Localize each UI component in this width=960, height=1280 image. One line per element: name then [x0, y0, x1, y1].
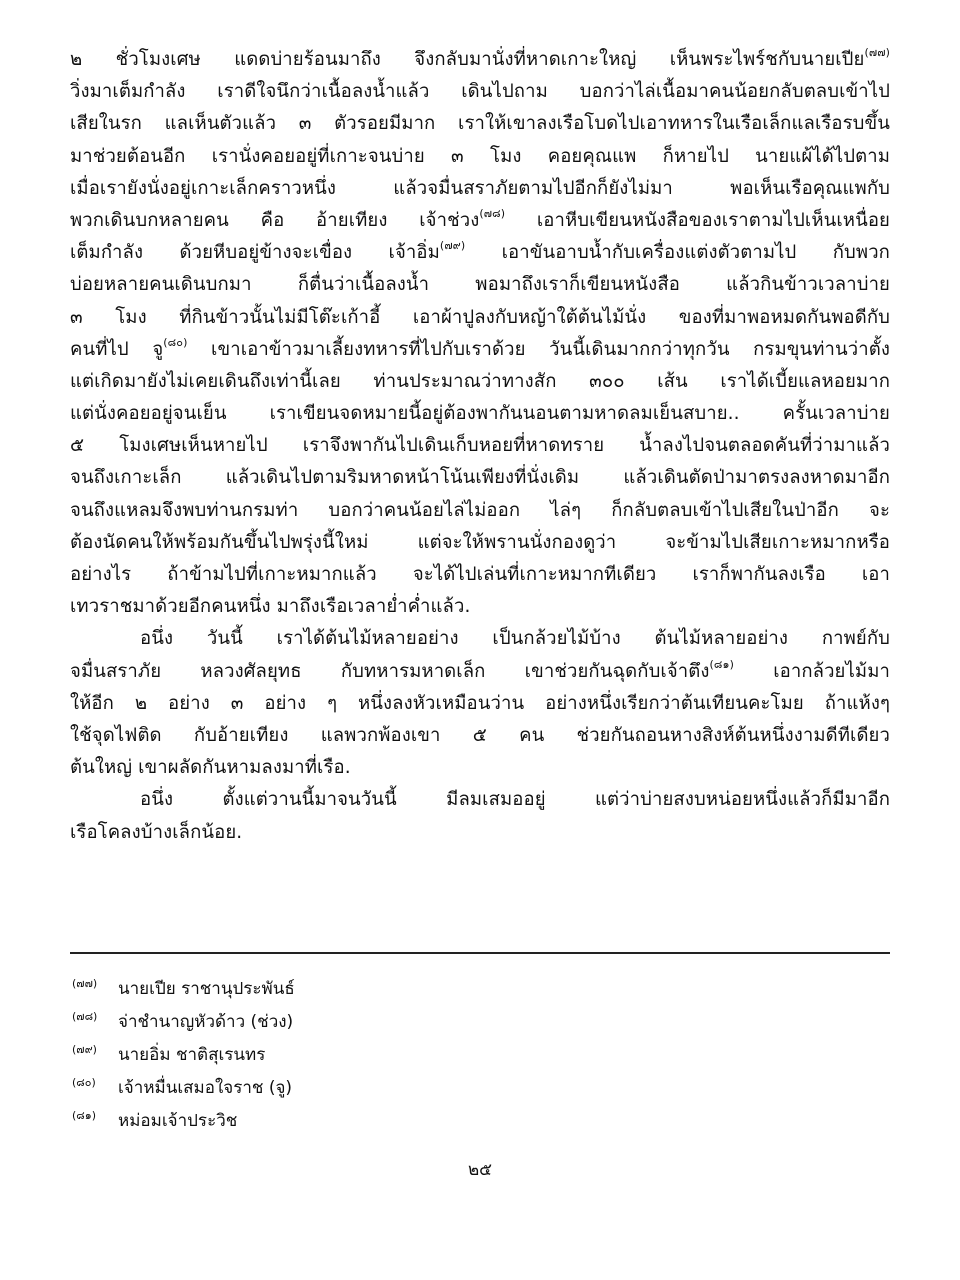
text-segment: บ่อยหลายคนเดินบกมา ก็ตื่นว่าเนื้อลงน้ำ พอมาถึงเราก็เขียนหนังสือ แล้วกินข้าวเวลาบ่าย	[70, 274, 890, 296]
text-segment: เรือโคลงบ้างเล็กน้อย.	[70, 821, 243, 843]
text-line	[70, 784, 890, 816]
text-line	[70, 817, 890, 849]
text-segment: อย่างไร ถ้าข้ามไปที่เกาะหมากแล้ว จะได้ไปเล่นที่เกาะหมากทีเดียว เราก็พากันลงเรือ เอา	[70, 564, 890, 585]
footnote	[72, 1036, 572, 1069]
paragraph	[70, 784, 890, 848]
footnote	[72, 970, 572, 1003]
footnote	[72, 1069, 572, 1102]
footnote-reference: (๗๙)	[439, 239, 466, 253]
text-line	[70, 302, 890, 334]
text-line	[70, 205, 890, 237]
text-segment: แต่นั่งคอยอยู่จนเย็น เราเขียนจดหมายนี้อยู่ต้องพากันนอนตามหาดลมเย็นสบาย.. ครั้นเวลาบ่าย	[70, 403, 890, 425]
text-segment: เอากล้วยไม้มา	[733, 660, 890, 682]
text-segment: ๕ โมงเศษเห็นหายไป เราจึงพากันไปเดินเก็บหอยที่หาดทราย น้ำลงไปจนตลอดคันที่ว่ามาแล้ว	[70, 435, 890, 457]
text-line	[70, 720, 890, 752]
footnote-text: จ่าชำนาญหัวด้าว (ช่วง)	[118, 1012, 294, 1032]
text-segment: เทวราชมาด้วยอีกคนหนึ่ง มาถึงเรือเวลาย่ำค่ำแล้ว.	[70, 596, 471, 618]
text-line	[70, 559, 890, 591]
footnote	[72, 1102, 572, 1135]
text-segment: แต่เกิดมายังไม่เคยเดินถึงเท่านี้เลย ท่านประมาณว่าทางสัก ๓๐๐ เส้น เราได้เบี้ยแลหอยมาก	[70, 370, 890, 392]
text-line	[70, 430, 890, 462]
footnote-mark: (๘๑)	[72, 1109, 97, 1122]
text-line	[70, 76, 890, 108]
text-segment: ให้อีก ๒ อย่าง ๓ อย่าง ๆ หนึ่งลงหัวเหมือนว่าน อย่างหนึ่งเรียกว่าต้นเทียนคะโมย ถ้าแห้งๆ	[70, 692, 890, 714]
footnote-text: นายอิ่ม ชาติสุเรนทร	[118, 1045, 266, 1065]
footnote-mark: (๗๙)	[72, 1043, 97, 1056]
text-line	[70, 462, 890, 494]
text-segment: ใช้จุดไฟติด กับอ้ายเทียง แลพวกพ้องเขา ๕ คน ช่วยกันถอนหางสิงห์ต้นหนึ่งงามดีทีเดียว	[70, 724, 890, 746]
text-line	[70, 752, 890, 784]
paragraph	[70, 623, 890, 784]
text-segment: วิ่งมาเต็มกำลัง เราดีใจนึกว่าเนื้อลงน้ำแล้ว เดินไปถาม บอกว่าไล่เนื้อมาคนน้อยกลับตลบเข้าไป	[70, 81, 890, 103]
text-segment: จนถึงเกาะเล็ก แล้วเดินไปตามริมหาดหน้าโน้นเพียงที่นั่งเดิม แล้วเดินตัดป่ามาตรงลงหาดมาอีก	[70, 467, 890, 489]
footnote-text: นายเปีย ราชานุประพันธ์	[118, 979, 295, 999]
text-segment: เอาหีบเขียนหนังสือของเราตามไปเห็นเหนื่อย	[505, 209, 890, 231]
text-segment: คนที่ไป จู	[70, 338, 164, 360]
text-line	[70, 688, 890, 720]
page-number: ๒๕	[467, 1160, 493, 1180]
text-segment: ต้องนัดคนให้พร้อมกันขึ้นไปพรุ่งนี้ใหม่ แต่จะให้พรานนั่งกองดูว่า จะข้ามไปเสียเกาะหมากหรือ	[70, 531, 890, 553]
footnote-mark: (๘๐)	[72, 1076, 96, 1089]
text-line	[70, 366, 890, 398]
footnote-reference: (๗๘)	[479, 206, 506, 220]
text-line	[70, 269, 890, 301]
footnote-text: หม่อมเจ้าประวิช	[118, 1111, 238, 1131]
text-line	[70, 495, 890, 527]
text-line	[70, 141, 890, 173]
footnote-mark: (๗๘)	[72, 1010, 98, 1023]
footnotes	[72, 970, 572, 1135]
text-segment: พวกเดินบกหลายคน คือ อ้ายเทียง เจ้าช่วง	[70, 209, 480, 231]
text-line	[70, 527, 890, 559]
text-line	[70, 591, 890, 623]
text-segment: จมื่นสราภัย หลวงศัลยุทธ กับทหารมหาดเล็ก เขาช่วยกันฉุดกับเจ้าตึง	[70, 660, 710, 682]
footnote	[72, 1003, 572, 1036]
text-line	[70, 44, 890, 76]
text-segment: ๓ โมง ที่กินข้าวนั้นไม่มีโต๊ะเก้าอี้ เอาผ้าปูลงกับหญ้าใต้ต้นไม้นั่ง ของที่มาพอหมดกันพอดีกับ	[70, 306, 890, 328]
footnote-mark: (๗๗)	[72, 977, 98, 990]
text-segment: อนึ่ง วันนี้ เราได้ต้นไม้หลายอย่าง เป็นกล้วยไม้บ้าง ต้นไม้หลายอย่าง กาพย์กับ	[140, 628, 890, 650]
text-segment: ๒ ชั่วโมงเศษ แดดบ่ายร้อนมาถึง จึงกลับมานั่งที่หาดเกาะใหญ่ เห็นพระไพร์ชกับนายเปีย	[70, 49, 865, 70]
footnote-divider	[70, 952, 890, 954]
text-segment: เสียในรก แลเห็นตัวแล้ว ๓ ตัวรอยมีมาก เราให้เขาลงเรือโบดไปเอาทหารในเรือเล็กแลเรือรบขึ้น	[70, 113, 890, 135]
text-line	[70, 108, 890, 140]
text-line	[70, 237, 890, 269]
text-segment: เต็มกำลัง ด้วยหีบอยู่ข้างจะเขื่อง เจ้าอิ่ม	[70, 242, 440, 264]
text-segment: เขาเอาข้าวมาเลี้ยงทหารที่ไปกับเราด้วย วันนี้เดินมากกว่าทุกวัน กรมขุนท่านว่าตั้ง	[187, 338, 891, 360]
text-line	[70, 334, 890, 366]
text-segment: จนถึงแหลมจึงพบท่านกรมท่า บอกว่าคนน้อยไล่ไม่ออก ไล่ๆ ก็กลับตลบเข้าไปเสียในป่าอีก จะ	[70, 499, 890, 521]
text-segment: มาช่วยต้อนอีก เรานั่งคอยอยู่ที่เกาะจนบ่าย ๓ โมง คอยคุณแพ ก็หายไป นายแผ้ได้ไปตาม	[70, 145, 890, 167]
text-line	[70, 173, 890, 205]
text-segment: อนึ่ง ตั้งแต่วานนี้มาจนวันนี้ มีลมเสมออยู่ แต่ว่าบ่ายสงบหน่อยหนึ่งแล้วก็มีมาอีก	[140, 789, 890, 811]
text-segment: เอาขันอาบน้ำกับเครื่องแต่งตัวตามไป กับพวก	[465, 242, 890, 264]
body-text	[70, 44, 890, 849]
text-line	[70, 656, 890, 688]
text-line	[70, 623, 890, 655]
text-segment: ต้นใหญ่ เขาผลัดกันหามลงมาที่เรือ.	[70, 757, 351, 779]
footnote-reference: (๘๑)	[709, 657, 734, 671]
text-segment: เมื่อเรายังนั่งอยู่เกาะเล็กคราวหนึ่ง แล้วจมื่นสราภัยตามไปอีกก็ยังไม่มา พอเห็นเรือคุณแพกับ	[70, 177, 890, 199]
footnote-reference: (๗๗)	[864, 46, 890, 59]
paragraph	[70, 44, 890, 623]
footnote-reference: (๘๐)	[163, 335, 188, 349]
footnote-text: เจ้าหมื่นเสมอใจราช (จู)	[118, 1078, 293, 1098]
text-line	[70, 398, 890, 430]
